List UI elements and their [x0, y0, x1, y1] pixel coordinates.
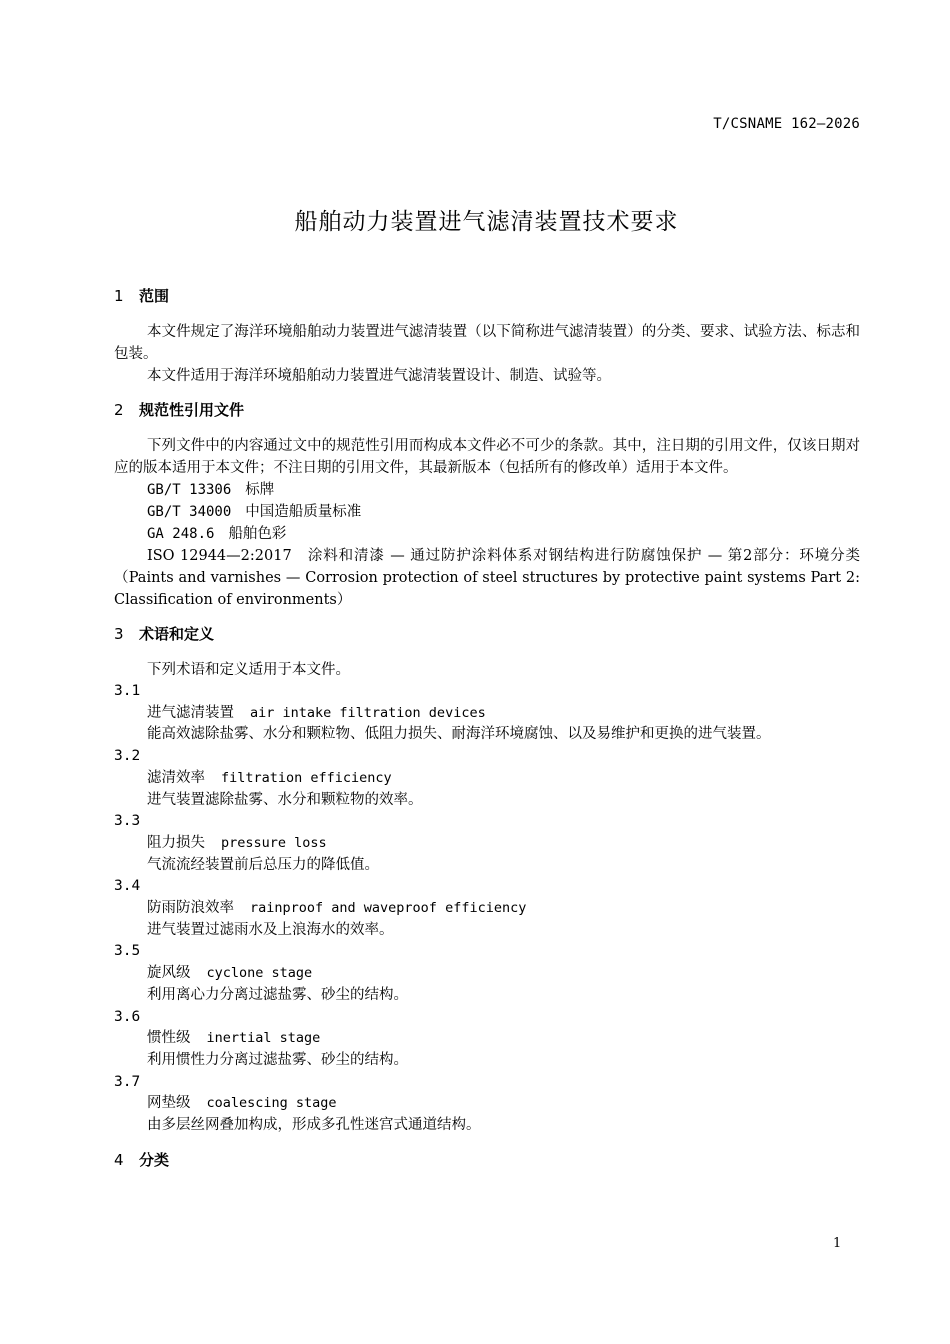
reference-title: 船舶色彩: [228, 526, 287, 542]
term-number: 3.3: [114, 813, 141, 830]
term-entry: [114, 681, 860, 746]
section-number: 4: [114, 1150, 124, 1169]
reference-code: GB/T 34000: [147, 504, 232, 520]
term-number: 3.1: [114, 683, 141, 699]
reference-item: [114, 479, 860, 501]
section-title: 分类: [139, 1150, 170, 1169]
section-number: 1: [114, 287, 124, 305]
term-zh: 滤清效率: [147, 769, 205, 786]
term-en: rainproof and waveproof efficiency: [250, 900, 527, 917]
term-zh: 防雨防浪效率: [147, 900, 234, 917]
term-definition: 进气装置滤除盐雾、水分和颗粒物的效率。: [147, 791, 423, 808]
term-en: coalescing stage: [206, 1095, 337, 1112]
references-intro-paragraph: 下列文件中的内容通过文中的规范性引用而构成本文件必不可少的条款。其中，注日期的引用文件，仅该日期对应的版本适用于本文件；不注日期的引用文件，其最新版本（包括所有的修改单）适用于本文件。: [114, 438, 860, 476]
term-entry: [114, 811, 860, 876]
reference-code: GB/T 13306: [147, 482, 232, 498]
term-definition: 利用离心力分离过滤盐雾、砂尘的结构。: [147, 986, 408, 1003]
term-name: [114, 963, 860, 985]
term-en: cyclone stage: [206, 965, 313, 982]
term-entry: [114, 1072, 860, 1137]
term-definition: 利用惯性力分离过滤盐雾、砂尘的结构。: [147, 1051, 408, 1068]
document-title: 船舶动力装置进气滤清装置技术要求: [294, 209, 679, 235]
section-title: 术语和定义: [139, 625, 215, 643]
term-name: [114, 1093, 860, 1115]
term-number: 3.4: [114, 878, 141, 895]
term-zh: 进气滤清装置: [147, 704, 234, 721]
section-heading-terms: [114, 623, 860, 645]
term-name: [114, 768, 860, 790]
term-definition: 进气装置过滤雨水及上浪海水的效率。: [147, 921, 394, 938]
scope-paragraph-2: 本文件适用于海洋环境船舶动力装置进气滤清装置设计、制造、试验等。: [147, 368, 611, 384]
reference-item: [114, 501, 860, 523]
term-entry: [114, 876, 860, 941]
section-number: 2: [114, 401, 124, 419]
term-entry: [114, 1007, 860, 1072]
term-zh: 阻力损失: [147, 834, 205, 851]
term-definition: 由多层丝网叠加构成，形成多孔性迷宫式通道结构。: [147, 1117, 481, 1134]
term-en: air intake filtration devices: [250, 704, 486, 721]
term-definition: 能高效滤除盐雾、水分和颗粒物、低阻力损失、耐海洋环境腐蚀、以及易维护和更换的进气装置。: [147, 726, 771, 743]
term-name: [114, 898, 860, 920]
scope-paragraph-1: 本文件规定了海洋环境船舶动力装置进气滤清装置（以下简称进气滤清装置）的分类、要求、试验方法、标志和包装。: [114, 324, 860, 362]
term-en: pressure loss: [221, 834, 327, 851]
section-title: 规范性引用文件: [139, 401, 245, 419]
term-number: 3.5: [114, 943, 141, 960]
term-definition: 气流流经装置前后总压力的降低值。: [147, 856, 379, 873]
term-entry: [114, 941, 860, 1006]
section-heading-classification: [114, 1149, 860, 1171]
term-zh: 旋风级: [147, 965, 191, 982]
term-zh: 惯性级: [147, 1030, 191, 1047]
section-number: 3: [114, 625, 124, 643]
term-zh: 网垫级: [147, 1095, 191, 1112]
reference-item-iso: ISO 12944—2:2017 涂料和清漆 — 通过防护涂料体系对钢结构进行防腐蚀保护 — 第2部分：环境分类（Paints and varnishes — Corrosion protection of steel structures by protective paint systems Part 2: Classification of environments）: [114, 548, 860, 608]
term-entry: [114, 746, 860, 811]
reference-title: 标牌: [245, 482, 275, 498]
term-en: filtration efficiency: [221, 769, 392, 786]
term-en: inertial stage: [206, 1030, 321, 1047]
document-body: [114, 285, 860, 1171]
term-number: 3.6: [114, 1008, 141, 1025]
reference-item: [114, 523, 860, 545]
document-code: T/CSNAME 162—2026: [713, 116, 860, 132]
section-heading-normative-references: [114, 399, 860, 421]
term-name: [114, 1028, 860, 1050]
term-name: [114, 703, 860, 725]
section-title: 范围: [139, 287, 170, 305]
reference-title: 中国造船质量标准: [245, 504, 362, 520]
term-number: 3.7: [114, 1073, 141, 1090]
terms-intro: 下列术语和定义适用于本文件。: [147, 662, 350, 678]
section-heading-scope: [114, 285, 860, 307]
page-number: 1: [833, 1236, 842, 1251]
term-number: 3.2: [114, 748, 141, 765]
term-name: [114, 833, 860, 855]
reference-code: GA 248.6: [147, 526, 215, 542]
